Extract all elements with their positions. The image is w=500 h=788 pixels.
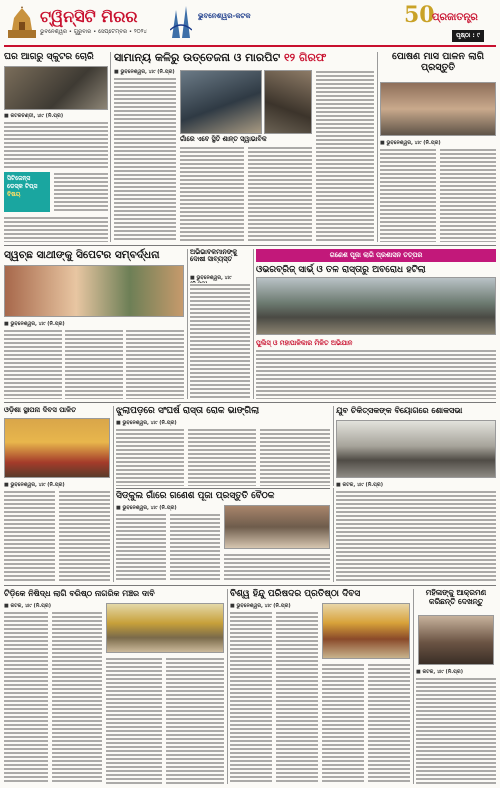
story-nutrition-month: [380, 52, 496, 242]
brand-name: ପ୍ରଜାତନ୍ତ୍ର: [432, 12, 478, 23]
citizen-box: [4, 172, 50, 212]
story-headline: ଓଭରବ୍ରିଜ୍ ସାର୍ଭ୍ ଓ ତଳ ରାସ୍ତାରୁ ଅବରୋଧ ହଟିଲା: [256, 265, 426, 275]
masthead-divider: [4, 45, 496, 47]
story-body: [114, 77, 176, 242]
column-divider: [253, 249, 254, 399]
page-number-badge: ପୃଷ୍ଠା : ୯: [452, 30, 484, 42]
story-condolence: [336, 406, 496, 582]
story-odisha-day: [4, 406, 110, 582]
story-overbridge: [256, 249, 496, 399]
story-byline: ■ କଟକଚଣ୍ଡୀ, ୪ା୯ (ନି.ପ୍ର): [4, 113, 64, 119]
story-body: [54, 172, 108, 212]
story-senior-citizens: [4, 589, 224, 784]
story-headline: ସିଡ୍କୁଲ ଗାଁରେ ଗଣେଶ ପୂଜା ପ୍ରସ୍ତୁତି ବୈଠକ: [116, 491, 275, 501]
section-divider: [116, 488, 330, 489]
news-photo-crowd: [264, 70, 312, 134]
story-headline: ଘର ଆଗରୁ ସ୍କୁଟର ଚୋରି: [4, 52, 94, 62]
story-headline: ବିଶ୍ୱ ହିନ୍ଦୁ ପରିଷଦର ପ୍ରତିଷ୍ଠା ଦିବସ: [230, 589, 361, 599]
story-byline: ■ ଭୁବନେଶ୍ୱର, ୪ା୯ (ନି.ପ୍ର): [230, 603, 291, 609]
story-headline: ମହିଳାଙ୍କୁ ଆକ୍ରମଣ କରିଛନ୍ତି ଦେଖନ୍ତୁ: [425, 588, 487, 606]
citizen-box-line1: ସିଟିଜେନ୍‌ସ: [7, 175, 31, 182]
story-body: [256, 349, 496, 399]
story-byline: ■ ଭୁବନେଶ୍ୱର, ୪ା୯ (ନି.ପ୍ର): [4, 321, 65, 327]
citizen-box-line2: ଡେସ୍କ ଟିପ୍ସ: [7, 183, 38, 190]
story-headline: ଟିଡ଼ିକେ ନିଷିଦ୍ଧ ଲାଗି ବରିଷ୍ଠ ନାଗରିକ ମଞ୍ଚର ଦାବି: [4, 589, 155, 598]
news-photo-seniors: [106, 603, 224, 653]
story-byline: ■ ଭୁବନେଶ୍ୱର, ୪ା୯: [190, 275, 232, 281]
story-body: [116, 513, 166, 582]
story-body: [336, 490, 496, 582]
column-divider: [110, 52, 111, 242]
column-divider: [187, 249, 188, 399]
story-byline: ■ କଟକ, ୪ା୯ (ନି.ପ୍ର): [416, 669, 463, 675]
story-body: [106, 657, 162, 784]
story-body: [65, 329, 123, 399]
story-body: [368, 663, 410, 784]
headline-main: ସାମାନ୍ୟ କଳିରୁ ଉତ୍ତେଜନା ଓ ମାରପିଟ: [114, 51, 281, 64]
column-divider: [333, 488, 334, 582]
masthead-title: ଟ୍ୱିନ୍‌ସିଟି ମିରର: [40, 7, 138, 26]
temple-logo: [8, 6, 36, 38]
section-divider: [4, 585, 496, 586]
story-byline: ■ ଭୁବନେଶ୍ୱର, ୪ା୯ (ନି.ପ୍ର): [116, 420, 177, 426]
section-divider: [4, 402, 496, 403]
headline-number: ୧୨ ଗିରଫ: [283, 51, 327, 64]
jubilee-number: 50: [404, 2, 435, 28]
story-headline: ସ୍ୱଚ୍ଛ ସାଥୀଙ୍କୁ ସିପେଟର ସମ୍ବର୍ଦ୍ଧନା: [4, 249, 160, 261]
news-photo-officers: [180, 70, 262, 134]
story-body: [224, 553, 330, 582]
column-divider: [227, 589, 228, 784]
story-body: [116, 428, 184, 486]
column-divider: [333, 406, 334, 486]
story-body: [4, 611, 48, 784]
story-body: [4, 490, 55, 582]
story-guardians: [190, 249, 250, 399]
story-body: [4, 121, 108, 169]
photo-caption: ଗାଁରେ ଏବେ ସ୍ଥିତି ଶାନ୍ତ ସ୍ୱାଭାବିକ: [180, 135, 267, 143]
story-byline: ■ ଭୁବନେଶ୍ୱର, ୪ା୯ (ନି.ପ୍ର): [114, 69, 175, 75]
story-body: [4, 216, 108, 242]
news-photo-meeting: [380, 82, 496, 136]
news-photo-felicitation: [4, 265, 184, 317]
bridge-logo: [170, 4, 192, 38]
masthead: [0, 0, 500, 48]
story-body: [126, 329, 184, 399]
story-swachh-sathi: [4, 249, 184, 399]
story-vhp-day: [230, 589, 410, 784]
column-divider: [377, 52, 378, 242]
story-body: [59, 490, 110, 582]
story-body: [248, 146, 312, 242]
story-headline: ପୋଷଣ ମାସ ପାଳନ ଲାଗି ପ୍ରସ୍ତୁତି: [391, 51, 485, 73]
story-body: [4, 329, 62, 399]
story-byline: ■ କଟକ, ୪ା୯ (ନି.ପ୍ର): [4, 603, 51, 609]
story-body: [180, 146, 244, 242]
story-headline: ଅଭିଭାବକମାନଙ୍କୁ ଦୋଷୀ ସାବ୍ୟସ୍ତ: [190, 248, 238, 264]
story-ganesh-meeting: [116, 491, 330, 582]
story-scooter-theft: [4, 52, 108, 242]
section-divider: [4, 245, 496, 246]
column-divider: [413, 589, 414, 784]
story-byline: ■ କଟକ, ୪ା୯ (ନି.ପ୍ର): [336, 482, 383, 488]
story-subhead: ପୁଲିସ୍ ଓ ମହାପାଳିକାର ମିଳିତ ଅଭିଯାନ: [256, 339, 353, 347]
masthead-date: ଭୁବନେଶ୍ୱର • ଗୁରୁବାର • ସେପ୍ଟେମ୍ବର • ୨୦୨୪: [40, 29, 147, 35]
story-body: [230, 611, 272, 784]
news-photo-group: [4, 418, 110, 478]
news-photo-condolence: [336, 420, 496, 478]
story-byline: ■ ଭୁବନେଶ୍ୱର, ୪ା୯ (ନି.ପ୍ର): [4, 482, 65, 488]
news-photo-portrait: [418, 615, 494, 665]
story-women-attack: [416, 589, 496, 784]
story-body: [322, 663, 364, 784]
masthead-subtitle: ଭୁବନେଶ୍ୱର-କଟକ: [198, 12, 251, 20]
news-photo-meeting-hall: [224, 505, 330, 549]
story-body: [188, 428, 256, 486]
column-divider: [113, 406, 114, 582]
story-headline: ଝୁଲାପଡ଼ରେ ସଂଘର୍ଷ ରାସ୍ତା ରୋକ ଭାଙ୍ଗିଲା: [116, 406, 260, 416]
story-body: [440, 148, 496, 242]
story-body: [260, 428, 330, 486]
story-road-blockade: [116, 406, 330, 486]
news-photo: [4, 66, 108, 110]
story-clash-arrests: [114, 52, 374, 242]
story-byline: ■ ଭୁବନେଶ୍ୱର, ୪ା୯ (ନି.ପ୍ର): [380, 140, 441, 146]
citizen-box-line3: ବିଷୟ: [7, 191, 21, 198]
story-body: [276, 611, 318, 784]
story-headline: [114, 52, 374, 65]
story-body: [190, 283, 250, 399]
story-headline: ଓଡ଼ିଶା ସ୍ଥାପନା ଦିବସ ପାଳିତ: [4, 406, 77, 414]
story-body: [416, 677, 496, 784]
story-body: [380, 148, 436, 242]
story-kicker: ଗଣେଶ ପୂଜା ଲାଗି ପ୍ରଶାସନ ତତ୍ପର: [256, 249, 496, 262]
story-body: [316, 70, 374, 242]
story-body: [166, 657, 224, 784]
story-body: [52, 611, 102, 784]
news-photo-traffic: [256, 277, 496, 335]
story-body: [170, 513, 220, 582]
story-headline: ଯୁବ ଚିକିତ୍ସକଙ୍କ ବିୟୋଗରେ ଶୋକସଭା: [336, 406, 463, 415]
news-photo-vhp: [322, 603, 410, 659]
story-byline: ■ ଭୁବନେଶ୍ୱର, ୪ା୯ (ନି.ପ୍ର): [116, 505, 177, 511]
